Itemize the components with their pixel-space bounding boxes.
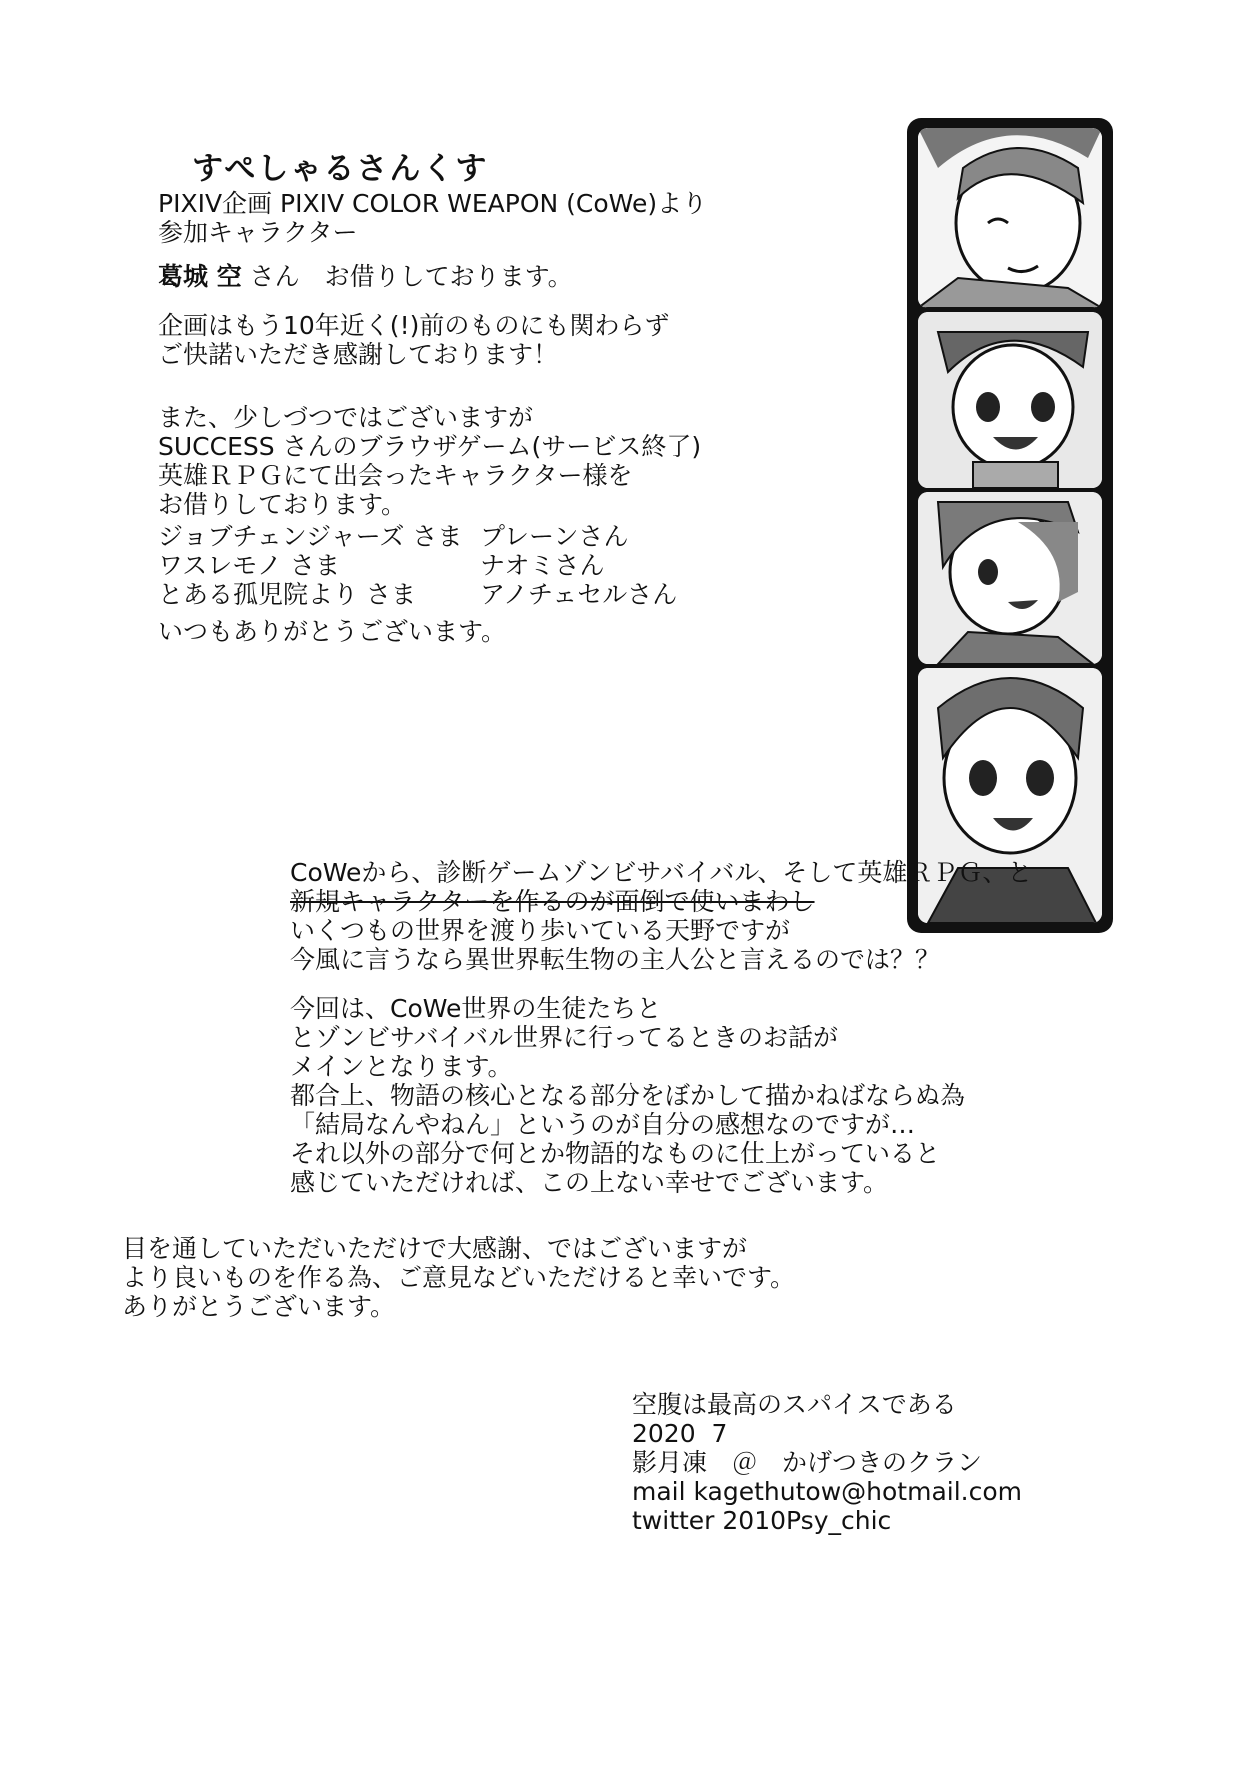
- commentary-line: CoWeから、診断ゲームゾンビサバイバル、そして英雄ＲＰＧ、と: [290, 858, 1033, 887]
- borrowed-character-name: 葛城 空: [158, 262, 242, 291]
- commentary-struck-line: [290, 887, 815, 916]
- character-portrait-1: [918, 128, 1102, 308]
- always-thanks: いつもありがとうございます。: [158, 617, 507, 646]
- intro-line1: PIXIV企画 PIXIV COLOR WEAPON (CoWe)より: [158, 189, 708, 218]
- author-line: 影月凍 ＠ かげつきのクラン: [632, 1448, 983, 1477]
- success-line: SUCCESS さんのブラウザゲーム(サービス終了): [158, 432, 702, 461]
- commentary-line: 都合上、物語の核心となる部分をぼかして描かねばならぬ為: [290, 1081, 966, 1110]
- character-portrait-3: [918, 492, 1102, 664]
- credit-owner: とある孤児院より さま: [158, 580, 416, 609]
- commentary-line: とゾンビサバイバル世界に行ってるときのお話が: [290, 1023, 839, 1052]
- credit-character: アノチェセルさん: [480, 580, 678, 609]
- closing-line: より良いものを作る為、ご意見などいただけると幸いです。: [122, 1263, 796, 1292]
- commentary-line: 感じていただければ、この上ない幸せでございます。: [290, 1168, 889, 1197]
- intro-line2: 参加キャラクター: [158, 218, 358, 247]
- struck-text: 新規キャラクターを作るのが面倒で使いまわし: [290, 887, 815, 916]
- success-line: また、少しづつではございますが: [158, 403, 534, 432]
- character-film-strip: [907, 118, 1113, 933]
- commentary-line: メインとなります。: [290, 1052, 513, 1081]
- thanks-line1: 企画はもう10年近く(!)前のものにも関わらず: [158, 311, 670, 340]
- credit-owner: ワスレモノ さま: [158, 551, 340, 580]
- credit-character: プレーンさん: [480, 522, 629, 551]
- mail-line: mail kagethutow@hotmail.com: [632, 1477, 1023, 1506]
- commentary-line: 「結局なんやねん」というのが自分の感想なのですが…: [290, 1110, 916, 1139]
- character-portrait-2: [918, 312, 1102, 488]
- page-title: すぺしゃるさんくす: [192, 151, 489, 187]
- borrow-text: さん お借りしております。: [241, 262, 573, 291]
- commentary-line: 今回は、CoWe世界の生徒たちと: [290, 994, 662, 1023]
- success-line: お借りしております。: [158, 490, 407, 519]
- commentary-line: 今風に言うなら異世界転生物の主人公と言えるのでは？？: [290, 945, 941, 974]
- commentary-line: いくつもの世界を渡り歩いている天野ですが: [290, 916, 791, 945]
- closing-line: 目を通していただいただけで大感謝、ではございますが: [122, 1234, 748, 1263]
- thanks-line2: ご快諾いただき感謝しております！: [158, 340, 559, 369]
- credit-owner: ジョブチェンジャーズ さま: [158, 522, 463, 551]
- book-title: 空腹は最高のスパイスである: [632, 1390, 957, 1419]
- publish-date: 2020 7: [632, 1419, 728, 1448]
- borrow-line: [158, 262, 573, 291]
- credit-character: ナオミさん: [480, 551, 605, 580]
- commentary-line: それ以外の部分で何とか物語的なものに仕上がっていると: [290, 1139, 941, 1168]
- twitter-line: twitter 2010Psy_chic: [632, 1506, 892, 1535]
- success-line: 英雄ＲＰＧにて出会ったキャラクター様を: [158, 461, 633, 490]
- closing-line: ありがとうございます。: [122, 1292, 396, 1321]
